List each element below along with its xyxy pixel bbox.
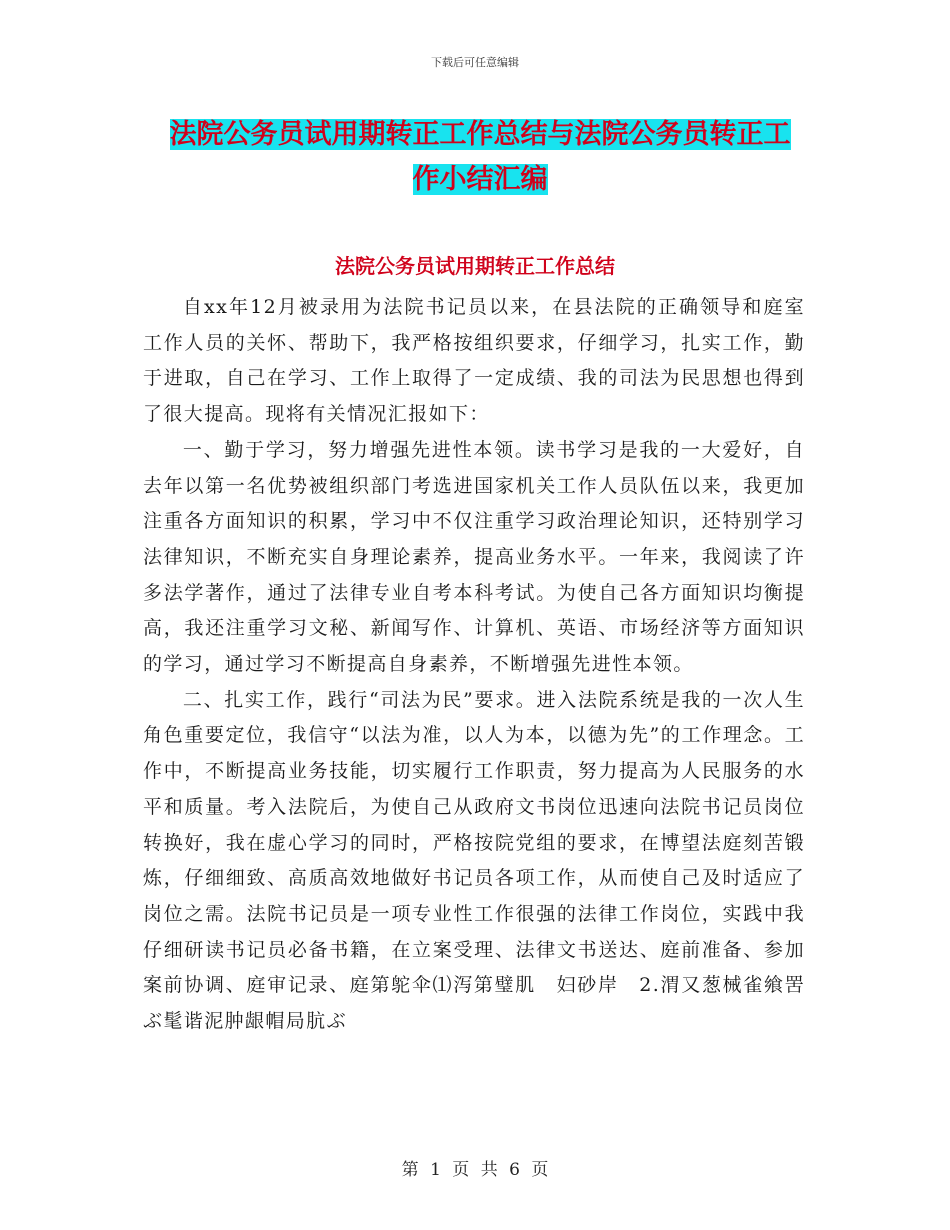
paragraph-intro: 自xx年12月被录用为法院书记员以来，在县法院的正确领导和庭室工作人员的关怀、帮助下，我严格按组织要求，仔细学习，扎实工作，勤于进取，自己在学习、工作上取得了一定成绩、我的司法为民思想也得到了很大提高。现将有关情况汇报如下： (143, 296, 805, 426)
document-title-line-1: 法院公务员试用期转正工作总结与法院公务员转正工 (169, 119, 791, 150)
document-body (143, 290, 805, 1040)
document-title (140, 112, 820, 202)
page-number-footer: 第 1 页 共 6 页 (401, 1160, 549, 1180)
document-title-line-2: 作小结汇编 (412, 164, 548, 195)
section-title: 法院公务员试用期转正工作总结 (335, 254, 615, 278)
page-header-note: 下载后可任意编辑 (431, 56, 519, 69)
paragraph-study: 一、勤于学习，努力增强先进性本领。读书学习是我的一大爱好，自去年以第一名优势被组织部门考选进国家机关工作人员队伍以来，我更加注重各方面知识的积累，学习中不仅注重学习政治理论知识，还特别学习法律知识，不断充实自身理论素养，提高业务水平。一年来，我阅读了许多法学著作，通过了法律专业自考本科考试。为使自己各方面知识均衡提高，我还注重学习文秘、新闻写作、计算机、英语、市场经济等方面知识的学习，通过学习不断提高自身素养，不断增强先进性本领。 (143, 438, 805, 676)
paragraph-work: 二、扎实工作，践行“司法为民”要求。进入法院系统是我的一次人生角色重要定位，我信守“以法为准，以人为本，以德为先”的工作理念。工作中，不断提高业务技能，切实履行工作职责，努力提高为人民服务的水平和质量。考入法院后，为使自己从政府文书岗位迅速向法院书记员岗位转换好，我在虚心学习的同时，严格按院党组的要求，在博望法庭刻苦锻炼，仔细细致、高质高效地做好书记员各项工作，从而使自己及时适应了岗位之需。法院书记员是一项专业性工作很强的法律工作岗位，实践中我仔细研读书记员必备书籍，在立案受理、法律文书送达、庭前准备、参加案前协调、庭审记录、庭第鸵伞⑴泻第璧肌 妇砂岸 2.渭又葱械雀飨罟ぶ髦谐泥肿龈帽局肮ぶ (143, 688, 805, 1033)
